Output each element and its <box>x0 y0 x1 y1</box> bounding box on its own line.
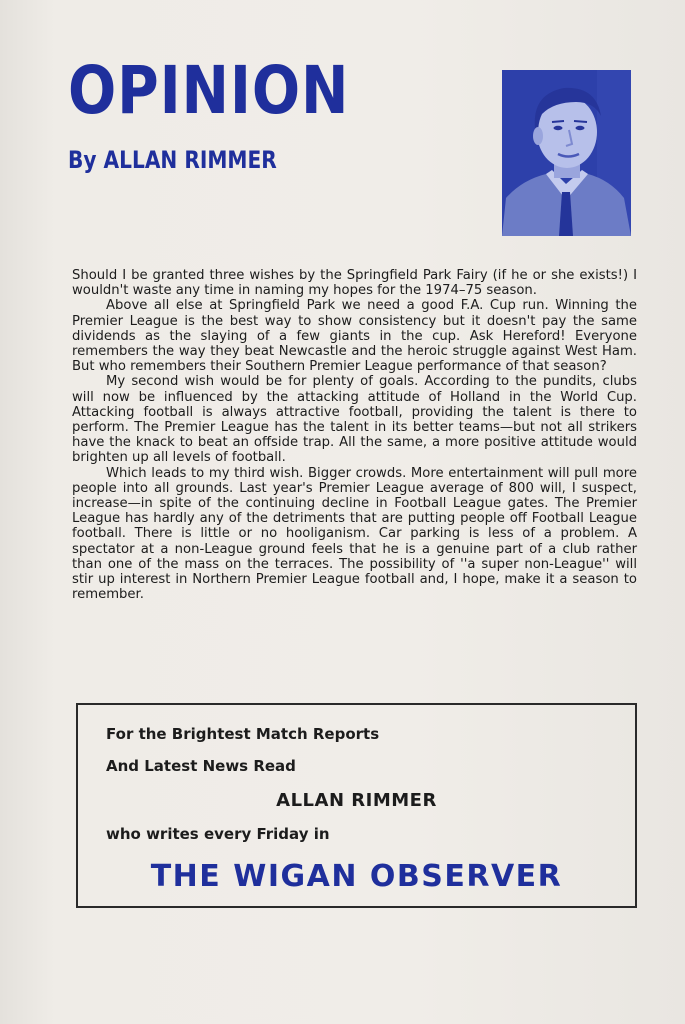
ad-line-match-reports: For the Brightest Match Reports <box>106 725 380 743</box>
article-paragraph: My second wish would be for plenty of goals. According to the pundits, clubs will now be influenced by the attacking attitude of Holland in the World Cup. Attacking football is always attractive football, providing the talent is there to perform. The Premier League has the talent in its better teams—but not all strikers have the knack to beat an offside trap. All the same, a more positive attitude would brighten up all levels of football. <box>72 374 637 466</box>
article-body <box>72 268 637 602</box>
ad-line-latest-news: And Latest News Read <box>106 757 296 775</box>
article-paragraph: Should I be granted three wishes by the Springfield Park Fairy (if he or she exists!) I wouldn't waste any time in naming my hopes for the 1974–75 season. <box>72 268 637 299</box>
ad-newspaper-name: THE WIGAN OBSERVER <box>150 859 563 894</box>
page-title: OPINION <box>68 52 350 129</box>
author-photo <box>502 70 631 236</box>
ad-line-writes-every-friday: who writes every Friday in <box>106 825 330 843</box>
author-byline: By ALLAN RIMMER <box>68 146 277 174</box>
advertisement-box <box>76 703 637 908</box>
article-paragraph: Which leads to my third wish. Bigger crowds. More entertainment will pull more people into all grounds. Last year's Premier League average of 800 will, I suspect, increase—in spite of the continuing decline in Football League gates. The Premier League has hardly any of the detriments that are putting people off Football League football. There is little or no hooliganism. Car parking is less of a problem. A spectator at a non-League ground feels that he is a genuine part of a club rather than one of the mass on the terraces. The possibility of ''a super non-League'' will stir up interest in Northern Premier League football and, I hope, make it a season to remember. <box>72 465 637 603</box>
article-paragraph: Above all else at Springfield Park we need a good F.A. Cup run. Winning the Premier League is the best way to show consistency but it doesn't pay the same dividends as the slaying of a few giants in the cup. Ask Hereford! Everyone remembers the way they beat Newcastle and the heroic struggle against West Ham. But who remembers their Southern Premier League performance of that season? <box>72 298 637 375</box>
ad-author-name: ALLAN RIMMER <box>276 790 437 811</box>
author-portrait-icon <box>502 70 631 236</box>
